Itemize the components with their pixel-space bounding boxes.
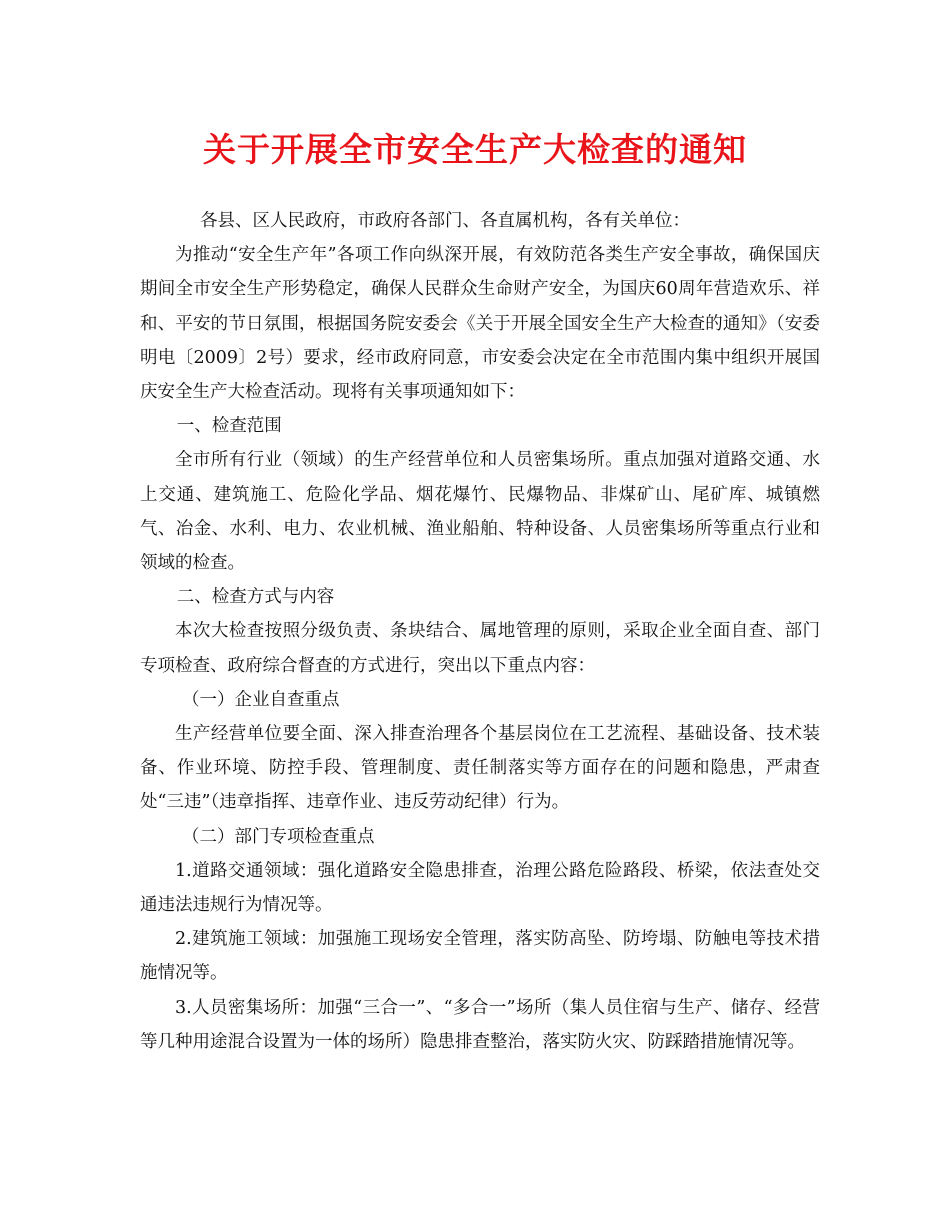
section-heading-scope: 一、检查范围 <box>176 416 282 437</box>
method-paragraph: 本次大检查按照分级负责、条块结合、属地管理的原则，采取企业全面自查、部门专项检查、政府综合督查的方式进行，突出以下重点内容： <box>140 621 820 676</box>
list-item-construction: 2.建筑施工领域：加强施工现场安全管理，落实防高坠、防垮塌、防触电等技术措施情况等。 <box>140 929 820 984</box>
salutation: 各县、区人民政府，市政府各部门、各直属机构，各有关单位： <box>200 211 690 231</box>
subsection-heading-department-check: （二）部门专项检查重点 <box>182 826 375 847</box>
document-body <box>140 204 820 1059</box>
document-title: 关于开展全市安全生产大检查的通知 <box>203 130 747 169</box>
list-item-crowded-places: 3.人员密集场所：加强“三合一”、“多合一”场所（集人员住宿与生产、储存、经营等几种用途混合设置为一体的场所）隐患排查整治，落实防火灾、防踩踏措施情况等。 <box>140 997 820 1052</box>
self-check-paragraph: 生产经营单位要全面、深入排查治理各个基层岗位在工艺流程、基础设备、技术装备、作业环境、防控手段、管理制度、责任制落实等方面存在的问题和隐患，严肃查处“三违”（违章指挥、违章作业、违反劳动纪律）行为。 <box>140 724 820 813</box>
list-item-road-traffic: 1.道路交通领域：强化道路安全隐患排查，治理公路危险路段、桥梁，依法查处交通违法违规行为情况等。 <box>140 860 820 916</box>
subsection-heading-self-check: （一）企业自查重点 <box>182 689 340 710</box>
intro-paragraph: 为推动“安全生产年”各项工作向纵深开展，有效防范各类生产安全事故，确保国庆期间全市安全生产形势稳定，确保人民群众生命财产安全，为国庆60周年营造欢乐、祥和、平安的节日氛围，根据国务院安委会《关于开展全国安全生产大检查的通知》（安委明电〔2009〕2号）要求，经市政府同意，市安委会决定在全市范围内集中组织开展国庆安全生产大检查活动。现将有关事项通知如下： <box>140 245 820 403</box>
section-heading-method: 二、检查方式与内容 <box>176 587 335 608</box>
scope-paragraph: 全市所有行业（领域）的生产经营单位和人员密集场所。重点加强对道路交通、水上交通、建筑施工、危险化学品、烟花爆竹、民爆物品、非煤矿山、尾矿库、城镇燃气、冶金、水利、电力、农业机械、渔业船舶、特种设备、人员密集场所等重点行业和领域的检查。 <box>140 450 820 574</box>
